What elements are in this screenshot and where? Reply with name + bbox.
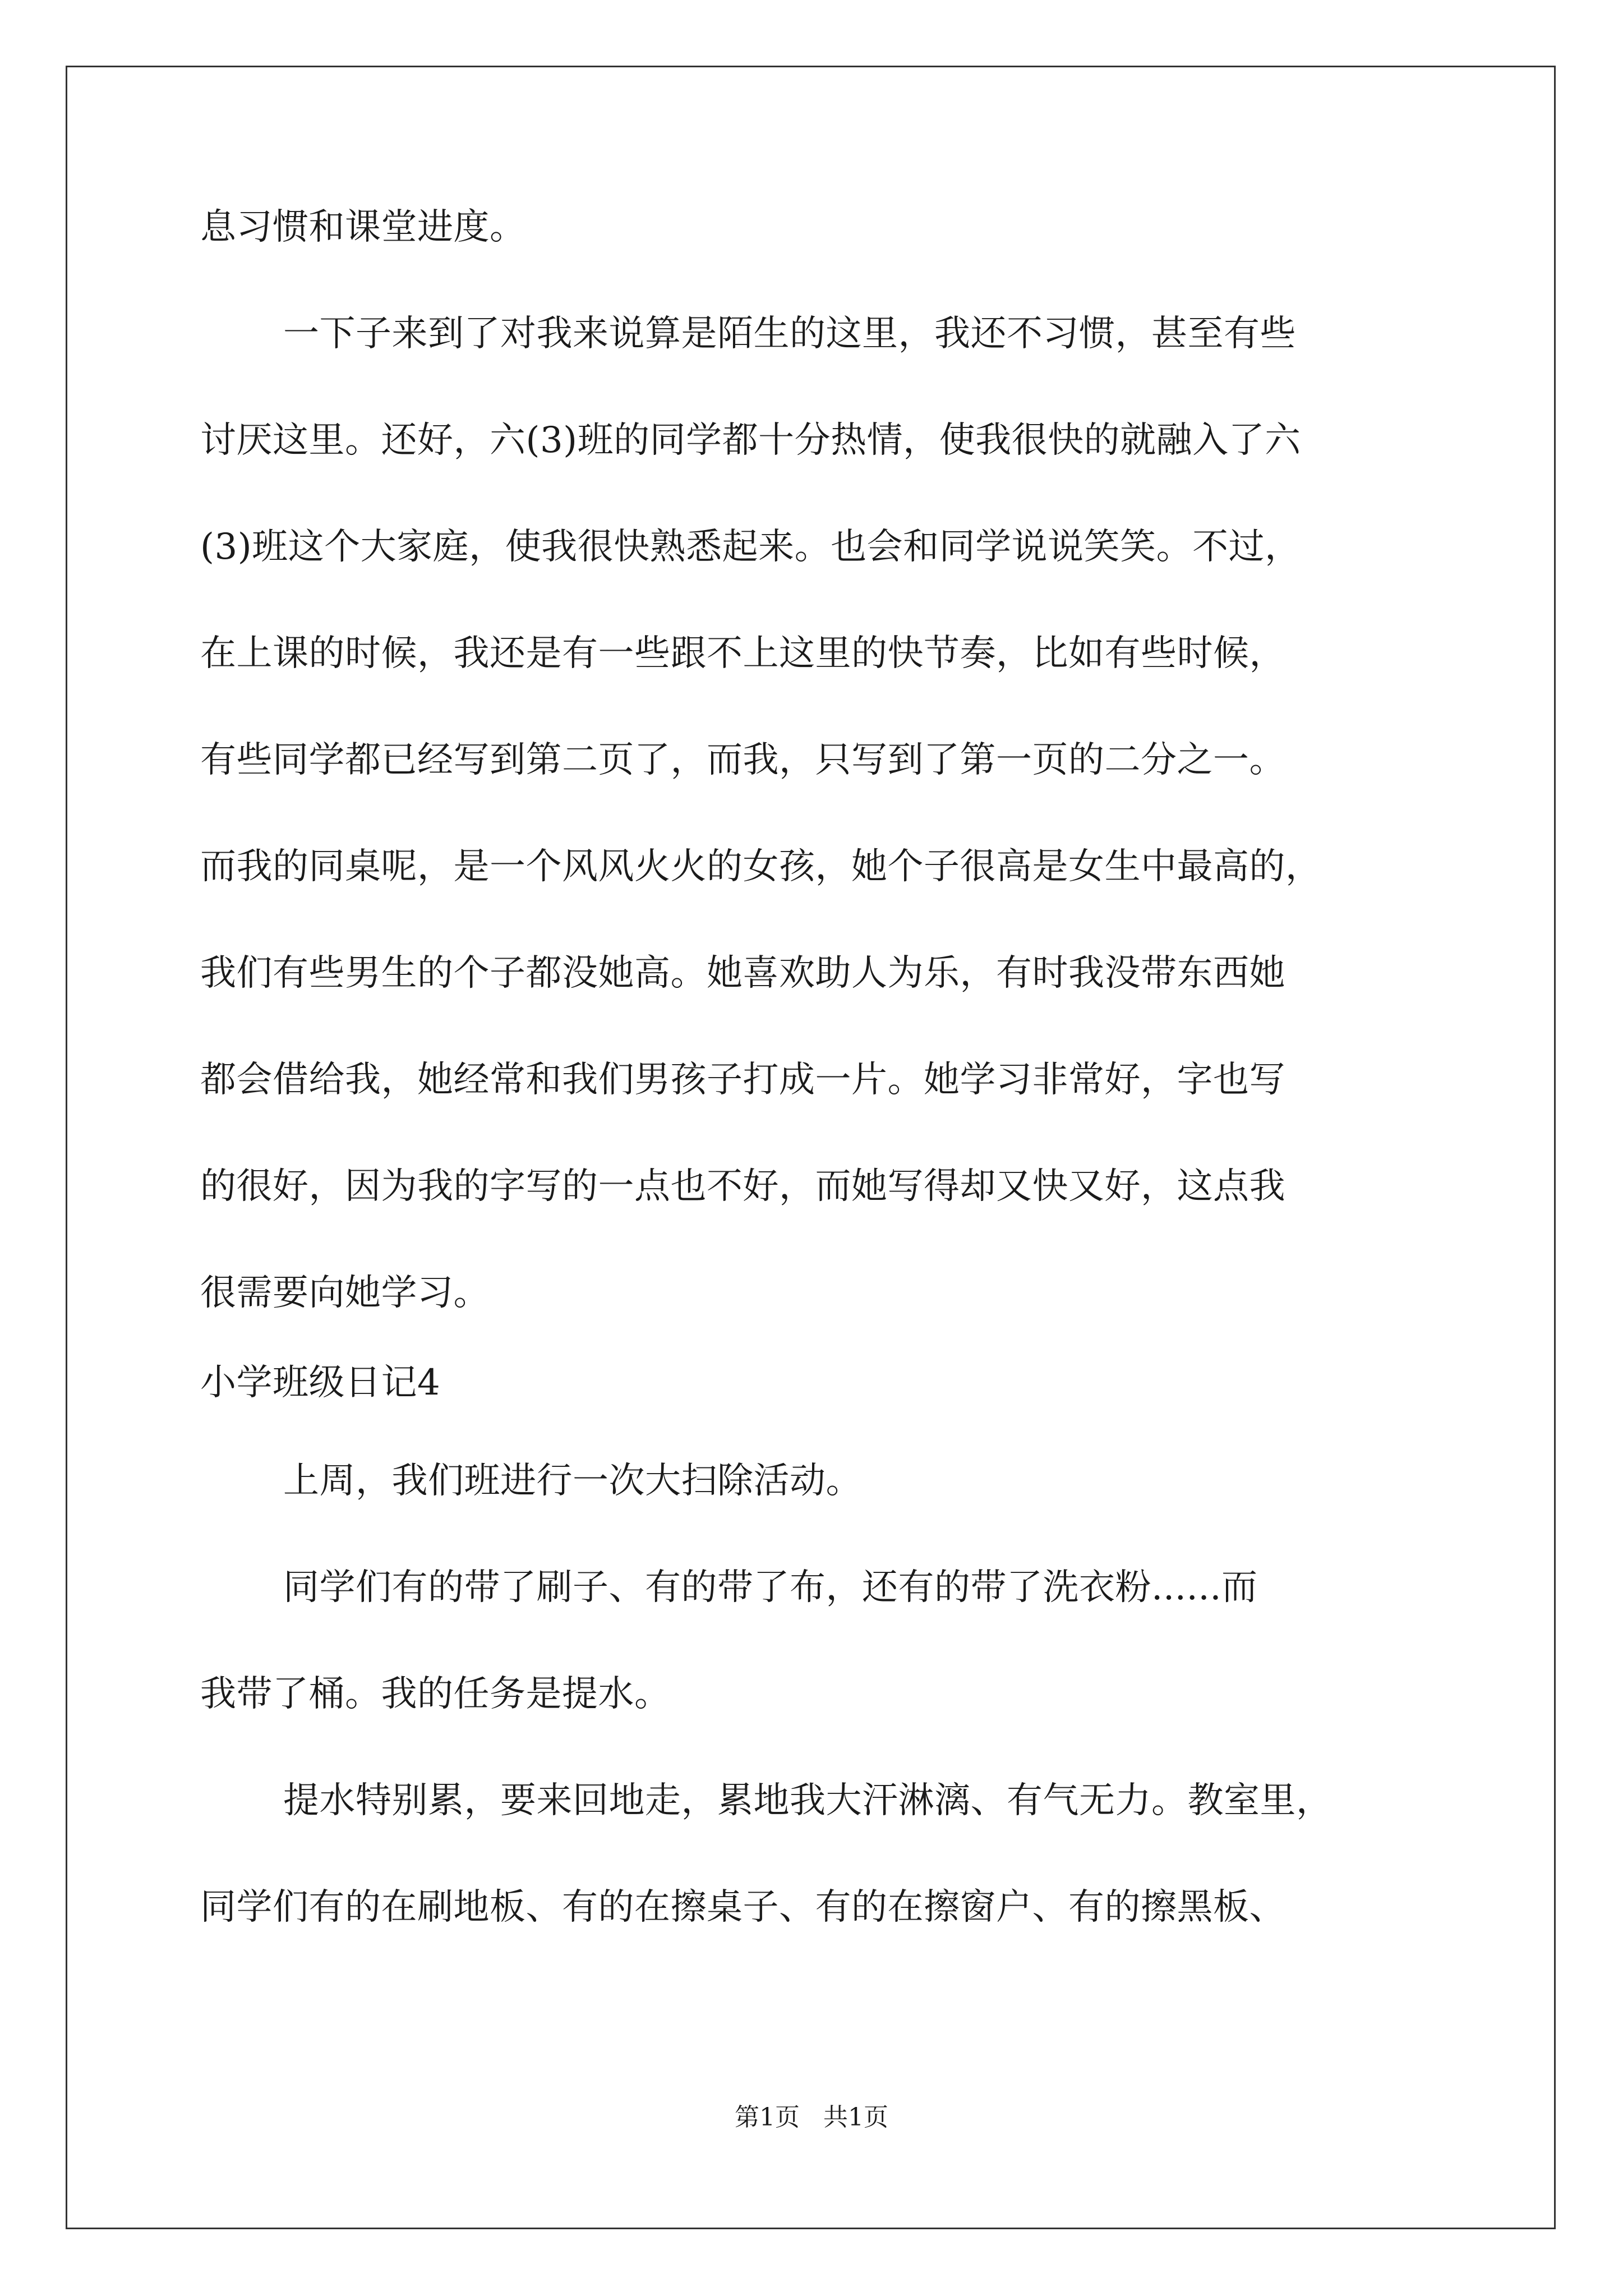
text-line: 我带了桶。我的任务是提水。 bbox=[200, 1673, 671, 1715]
page-number: 第1页 bbox=[735, 2103, 800, 2132]
text-line: 的很好，因为我的字写的一点也不好，而她写得却又快又好，这点我 bbox=[200, 1166, 1285, 1207]
text-line: 很需要向她学习。 bbox=[200, 1272, 490, 1314]
page-total: 共1页 bbox=[823, 2103, 888, 2132]
text-line: 我们有些男生的个子都没她高。她喜欢助人为乐，有时我没带东西她 bbox=[200, 953, 1285, 994]
text-line: 在上课的时候，我还是有一些跟不上这里的快节奏，比如有些时候， bbox=[200, 633, 1285, 674]
text-line: 都会借给我，她经常和我们男孩子打成一片。她学习非常好，字也写 bbox=[200, 1059, 1285, 1101]
text-line: 讨厌这里。还好，六(3)班的同学都十分热情，使我很快的就融入了六 bbox=[200, 420, 1301, 461]
text-line: 息习惯和课堂进度。 bbox=[200, 206, 526, 248]
page-footer bbox=[0, 2101, 1623, 2134]
text-line: 提水特别累，要来回地走，累地我大汗淋漓、有气无力。教室里， bbox=[283, 1780, 1332, 1821]
text-line: 上周，我们班进行一次大扫除活动。 bbox=[283, 1460, 862, 1502]
text-line: 一下子来到了对我来说算是陌生的这里，我还不习惯，甚至有些 bbox=[283, 313, 1296, 355]
text-line: 同学们有的在刷地板、有的在擦桌子、有的在擦窗户、有的擦黑板、 bbox=[200, 1887, 1285, 1928]
text-line: 有些同学都已经写到第二页了，而我，只写到了第一页的二分之一。 bbox=[200, 739, 1285, 781]
text-line: 而我的同桌呢，是一个风风火火的女孩，她个子很高是女生中最高的， bbox=[200, 846, 1322, 887]
text-line: (3)班这个大家庭，使我很快熟悉起来。也会和同学说说笑笑。不过， bbox=[200, 526, 1301, 568]
section-heading: 小学班级日记4 bbox=[200, 1362, 441, 1404]
text-line: 同学们有的带了刷子、有的带了布，还有的带了洗衣粉......而 bbox=[283, 1567, 1258, 1608]
